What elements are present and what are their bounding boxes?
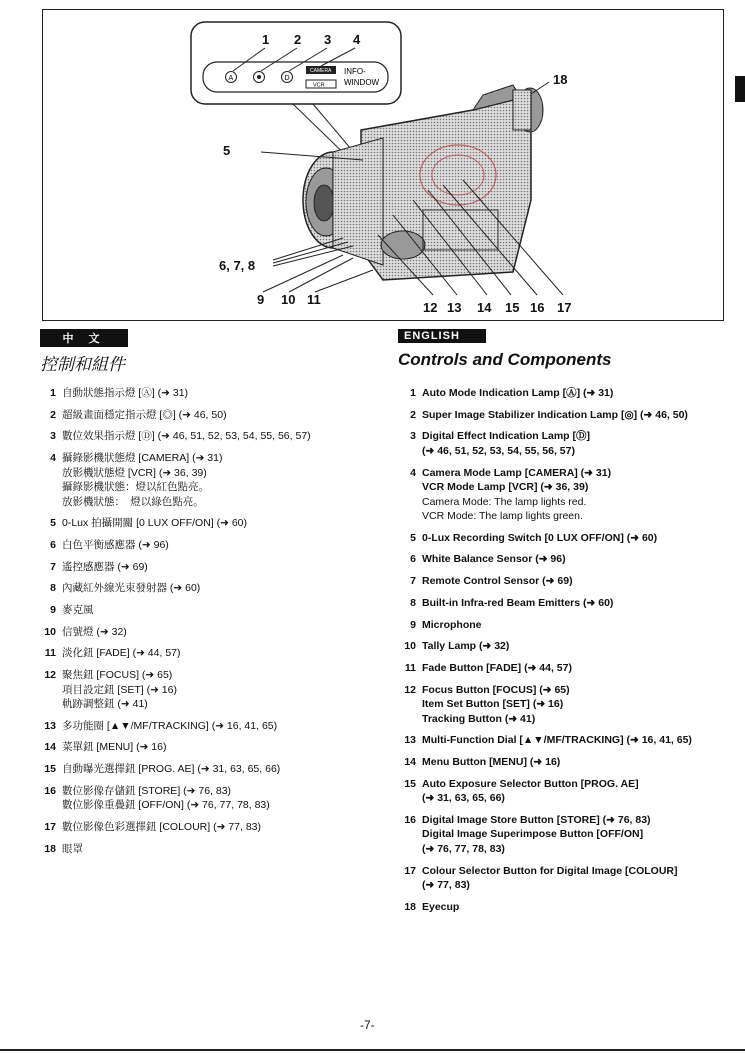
item-text	[62, 516, 386, 531]
item-line: 0-Lux 拍攝開關 [0 LUX OFF/ON] (➜ 60)	[62, 517, 248, 530]
item-text	[422, 386, 726, 401]
item-line: Digital Image Store Button [STORE] (➜ 76, 83)	[422, 813, 651, 826]
item-line: 淡化鈕 [FADE] (➜ 44, 57)	[62, 647, 181, 660]
item-text	[62, 784, 386, 813]
item-number: 10	[404, 640, 416, 653]
callout-15: 15	[505, 300, 520, 315]
item-line: White Balance Sensor (➜ 96)	[422, 553, 566, 566]
chinese-section-tab: 中 文	[40, 329, 128, 347]
item-text	[422, 777, 726, 806]
svg-text:VCR: VCR	[313, 82, 325, 89]
item-number: 13	[404, 734, 416, 747]
item-line: 放影機狀態： 燈以綠色點亮。	[62, 495, 204, 508]
item-number: 12	[404, 683, 416, 696]
item-number: 14	[44, 741, 56, 754]
item-line: 內藏紅外線光束發射器 (➜ 60)	[62, 582, 201, 595]
item-line: Colour Selector Button for Digital Image [COLOUR]	[422, 864, 678, 877]
callout-1: 1	[262, 32, 270, 47]
item-text	[422, 661, 726, 676]
list-item	[396, 661, 726, 676]
item-line: Auto Mode Indication Lamp [Ⓐ] (➜ 31)	[422, 387, 614, 399]
list-item	[36, 668, 386, 712]
list-item	[36, 429, 386, 444]
item-number: 1	[410, 387, 416, 399]
item-text	[62, 560, 386, 575]
item-number: 7	[50, 560, 56, 573]
list-item	[36, 603, 386, 618]
callout-13: 13	[447, 300, 462, 315]
item-line: (➜ 76, 77, 78, 83)	[422, 842, 505, 855]
list-item	[36, 842, 386, 857]
item-line: Auto Exposure Selector Button [PROG. AE]	[422, 777, 639, 790]
item-line: Fade Button [FADE] (➜ 44, 57)	[422, 661, 572, 674]
list-item	[36, 719, 386, 734]
item-line: (➜ 77, 83)	[422, 879, 470, 891]
item-text	[62, 820, 386, 835]
item-number: 4	[410, 466, 416, 479]
item-number: 5	[410, 531, 416, 544]
item-text	[422, 618, 726, 633]
item-text	[422, 408, 726, 423]
item-number: 10	[44, 625, 56, 638]
list-item	[36, 646, 386, 661]
item-line: Super Image Stabilizer Indication Lamp [◎] (➜ 46, 50)	[422, 408, 688, 421]
item-number: 12	[44, 669, 56, 682]
item-text	[62, 668, 386, 712]
item-number: 3	[410, 430, 416, 443]
item-line: 攝錄影機狀態：燈以紅色點亮。	[62, 481, 209, 494]
item-line: (➜ 31, 63, 65, 66)	[422, 792, 505, 805]
item-number: 18	[404, 900, 416, 913]
camcorder-illustration	[43, 10, 723, 320]
camcorder-figure	[42, 9, 724, 321]
item-text	[422, 900, 726, 915]
item-line: Tracking Button (➜ 41)	[422, 712, 536, 725]
item-text	[62, 625, 386, 640]
item-text	[422, 639, 726, 654]
item-line: VCR Mode: The lamp lights green.	[422, 510, 583, 523]
english-heading: Controls and Components	[398, 350, 612, 369]
item-line: 數位影像存儲鈕 [STORE] (➜ 76, 83)	[62, 784, 232, 797]
item-text	[62, 740, 386, 755]
item-number: 9	[50, 604, 56, 616]
item-line: Multi-Function Dial [▲▼/MF/TRACKING] (➜ 16, 41, 65)	[422, 734, 692, 747]
item-line: 聚焦鈕 [FOCUS] (➜ 65)	[62, 669, 173, 682]
bottom-rule	[0, 1049, 745, 1051]
item-line: Remote Control Sensor (➜ 69)	[422, 575, 573, 588]
list-item	[396, 408, 726, 423]
list-item	[396, 596, 726, 611]
item-line: 自動狀態指示燈 [Ⓐ] (➜ 31)	[62, 387, 189, 399]
item-number: 11	[404, 661, 416, 674]
item-text	[62, 581, 386, 596]
callout-6-7-8: 6, 7, 8	[219, 258, 256, 273]
list-item	[36, 625, 386, 640]
list-item	[396, 531, 726, 546]
item-line: 數位影像色彩選擇鈕 [COLOUR] (➜ 77, 83)	[62, 821, 261, 833]
item-line: Tally Lamp (➜ 32)	[422, 640, 510, 653]
item-text	[62, 842, 386, 857]
list-item	[396, 552, 726, 567]
svg-text:WINDOW: WINDOW	[344, 78, 380, 87]
item-line: 數位效果指示燈 [Ⓓ] (➜ 46, 51, 52, 53, 54, 55, 56, 57)	[62, 430, 311, 443]
item-number: 2	[410, 408, 416, 421]
list-item	[396, 777, 726, 806]
callout-4: 4	[353, 32, 361, 47]
item-text	[422, 864, 726, 893]
item-line: Microphone	[422, 618, 482, 631]
item-line: Eyecup	[422, 900, 460, 913]
item-text	[422, 574, 726, 589]
item-line: 眼罩	[62, 842, 83, 855]
list-item	[36, 784, 386, 813]
item-text	[62, 603, 386, 618]
english-section-tab: ENGLISH	[398, 329, 486, 343]
callout-17: 17	[557, 300, 572, 315]
item-number: 8	[410, 596, 416, 609]
item-number: 15	[404, 777, 416, 790]
chinese-component-list	[36, 386, 386, 863]
list-item	[396, 900, 726, 915]
item-number: 4	[50, 452, 56, 465]
list-item	[36, 516, 386, 531]
section-marker-tab	[735, 76, 745, 102]
list-item	[396, 864, 726, 893]
svg-text:D: D	[284, 75, 290, 82]
chinese-heading: 控制和組件	[40, 355, 125, 375]
item-line: 數位影像重疊鈕 [OFF/ON] (➜ 76, 77, 78, 83)	[62, 799, 270, 812]
list-item	[396, 386, 726, 401]
item-text	[62, 719, 386, 734]
list-item	[36, 451, 386, 509]
item-line: 超級畫面穩定指示燈 [◎] (➜ 46, 50)	[62, 408, 227, 421]
item-number: 3	[50, 430, 56, 443]
list-item	[396, 755, 726, 770]
item-number: 13	[44, 719, 56, 732]
item-number: 1	[50, 387, 56, 399]
item-text	[62, 451, 386, 509]
item-line: Camera Mode Lamp [CAMERA] (➜ 31)	[422, 466, 612, 479]
list-item	[396, 574, 726, 589]
callout-16: 16	[530, 300, 545, 315]
item-number: 9	[410, 618, 416, 631]
callout-5: 5	[223, 143, 231, 158]
callout-18: 18	[553, 72, 568, 87]
list-item	[396, 733, 726, 748]
item-number: 6	[50, 538, 56, 551]
item-line: 攝錄影機狀態燈 [CAMERA] (➜ 31)	[62, 452, 223, 465]
item-text	[422, 531, 726, 546]
list-item	[396, 466, 726, 524]
item-number: 6	[410, 553, 416, 566]
item-text	[422, 813, 726, 857]
item-text	[62, 646, 386, 661]
item-line: 白色平衡感應器 (➜ 96)	[62, 538, 169, 551]
item-text	[62, 429, 386, 444]
list-item	[396, 683, 726, 727]
item-text	[62, 538, 386, 553]
callout-2: 2	[294, 32, 302, 47]
item-text	[422, 552, 726, 567]
list-item	[36, 581, 386, 596]
callout-10: 10	[281, 292, 296, 307]
svg-text:A: A	[228, 75, 234, 82]
item-number: 17	[404, 864, 416, 877]
item-line: 自動曝光選擇鈕 [PROG. AE] (➜ 31, 63, 65, 66)	[62, 763, 281, 776]
item-text	[62, 762, 386, 777]
item-text	[422, 466, 726, 524]
item-text	[422, 429, 726, 458]
item-line: Item Set Button [SET] (➜ 16)	[422, 698, 564, 711]
callout-11: 11	[307, 292, 321, 307]
item-number: 7	[410, 575, 416, 588]
svg-text:INFO-: INFO-	[344, 67, 366, 76]
callout-3: 3	[324, 32, 332, 47]
item-text	[62, 386, 386, 401]
item-line: 遙控感應器 (➜ 69)	[62, 560, 148, 573]
item-line: Camera Mode: The lamp lights red.	[422, 495, 587, 508]
item-line: Built-in Infra-red Beam Emitters (➜ 60)	[422, 596, 614, 609]
item-line: Focus Button [FOCUS] (➜ 65)	[422, 683, 570, 696]
item-number: 8	[50, 582, 56, 595]
item-line: Digital Image Superimpose Button [OFF/ON]	[422, 828, 644, 841]
item-line: 麥克風	[62, 604, 94, 616]
item-number: 5	[50, 517, 56, 530]
list-item	[396, 618, 726, 633]
item-line: Menu Button [MENU] (➜ 16)	[422, 755, 561, 768]
callout-12: 12	[423, 300, 438, 315]
page-number: -7-	[360, 1018, 375, 1032]
item-line: 0-Lux Recording Switch [0 LUX OFF/ON] (➜ 60)	[422, 531, 658, 544]
item-line: (➜ 46, 51, 52, 53, 54, 55, 56, 57)	[422, 444, 575, 457]
list-item	[36, 386, 386, 401]
item-line: VCR Mode Lamp [VCR] (➜ 36, 39)	[422, 481, 589, 494]
english-component-list	[396, 386, 726, 921]
item-text	[422, 755, 726, 770]
item-line: 軌跡調整鈕 (➜ 41)	[62, 698, 148, 711]
list-item	[396, 639, 726, 654]
list-item	[36, 820, 386, 835]
svg-text:CAMERA: CAMERA	[310, 68, 332, 74]
item-line: 放影機狀態燈 [VCR] (➜ 36, 39)	[62, 466, 207, 479]
list-item	[36, 740, 386, 755]
item-number: 18	[44, 842, 56, 855]
list-item	[396, 429, 726, 458]
item-number: 15	[44, 763, 56, 776]
item-text	[62, 408, 386, 423]
item-number: 17	[44, 821, 56, 833]
list-item	[36, 560, 386, 575]
callout-14: 14	[477, 300, 492, 315]
item-number: 16	[44, 784, 56, 797]
list-item	[36, 762, 386, 777]
item-text	[422, 733, 726, 748]
item-line: Digital Effect Indication Lamp [Ⓓ]	[422, 430, 591, 443]
callout-9: 9	[257, 292, 265, 307]
item-text	[422, 596, 726, 611]
item-text	[422, 683, 726, 727]
item-number: 16	[404, 813, 416, 826]
item-line: 項目設定鈕 [SET] (➜ 16)	[62, 683, 177, 696]
item-line: 信號燈 (➜ 32)	[62, 625, 127, 638]
item-number: 2	[50, 408, 56, 421]
item-line: 多功能圈 [▲▼/MF/TRACKING] (➜ 16, 41, 65)	[62, 719, 278, 732]
list-item	[36, 538, 386, 553]
list-item	[396, 813, 726, 857]
item-number: 11	[44, 647, 56, 660]
list-item	[36, 408, 386, 423]
item-number: 14	[404, 755, 416, 768]
item-line: 菜單鈕 [MENU] (➜ 16)	[62, 741, 167, 754]
